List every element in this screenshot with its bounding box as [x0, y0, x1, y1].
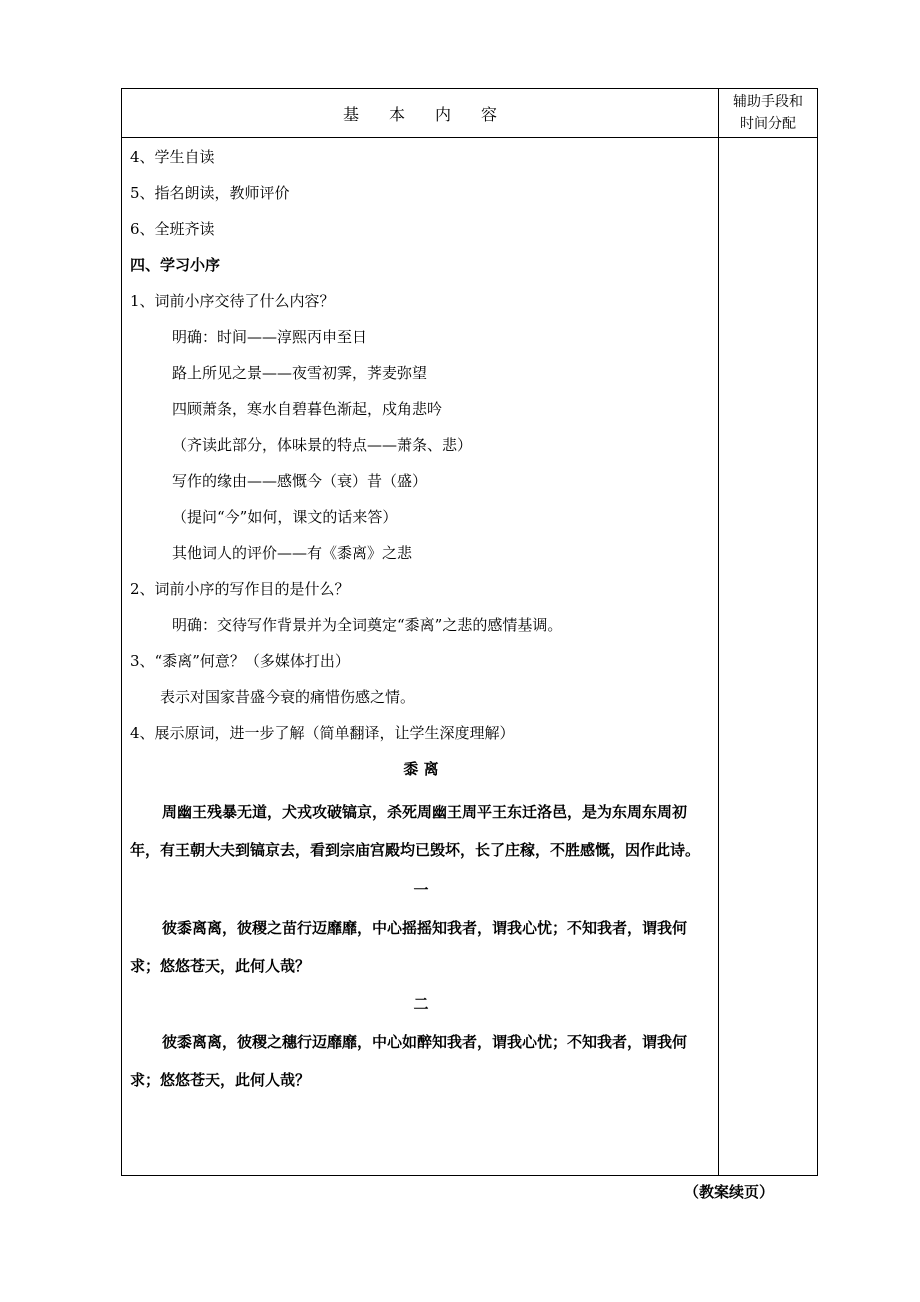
column-divider	[718, 89, 719, 1175]
header-aux-line1: 辅助手段和	[733, 94, 803, 110]
answer-line: （提问“今”如何，课文的话来答）	[172, 508, 398, 526]
lesson-plan-table	[121, 88, 818, 1176]
header-aux-means	[719, 89, 817, 137]
header-aux-line2: 时间分配	[740, 116, 796, 132]
poem-stanza: 彼黍离离，彼稷之苗行迈靡靡，中心摇摇知我者，谓我心忧；不知我者，谓我何求；悠悠苍天，此何人哉？	[130, 919, 688, 975]
poem-stanza: 彼黍离离，彼稷之穗行迈靡靡，中心如醉知我者，谓我心忧；不知我者，谓我何求；悠悠苍天，此何人哉？	[130, 1033, 688, 1089]
question-line: 1、词前小序交待了什么内容？	[130, 292, 335, 310]
answer-line: （齐读此部分，体味景的特点——萧条、悲）	[172, 436, 473, 454]
answer-line: 表示对国家昔盛今衰的痛惜伤感之情。	[160, 688, 416, 706]
answer-line: 明确：时间——淳熙丙申至日	[172, 328, 368, 346]
question-line: 3、“黍离”何意？（多媒体打出）	[130, 652, 350, 670]
poem-section-label: 一	[413, 881, 429, 899]
answer-line: 其他词人的评价——有《黍离》之悲	[172, 544, 413, 562]
answer-line: 四顾萧条，寒水自碧暮色渐起，戍角悲吟	[172, 400, 443, 418]
answer-line: 路上所见之景——夜雪初霁，荠麦弥望	[172, 364, 428, 382]
step-line: 6、全班齐读	[130, 220, 215, 238]
header-divider	[122, 137, 817, 138]
header-basic-content: 基本内容	[342, 104, 527, 124]
question-line: 2、词前小序的写作目的是什么？	[130, 580, 350, 598]
step-line: 4、学生自读	[130, 148, 215, 166]
section-heading: 四、学习小序	[130, 256, 221, 274]
footer-continued-page: （教案续页）	[684, 1183, 775, 1201]
poem-title: 黍 离	[403, 760, 439, 778]
answer-line: 写作的缘由——感慨今（衰）昔（盛）	[172, 472, 428, 490]
poem-section-label: 二	[413, 995, 429, 1013]
step-line: 5、指名朗读，教师评价	[130, 184, 290, 202]
step-line: 4、展示原词，进一步了解（简单翻译，让学生深度理解）	[130, 724, 515, 742]
answer-line: 明确：交待写作背景并为全词奠定“黍离”之悲的感情基调。	[172, 616, 563, 634]
poem-intro: 周幽王残暴无道，犬戎攻破镐京，杀死周幽王周平王东迁洛邑，是为东周东周初年，有王朝大夫到镐京去，看到宗庙宫殿均已毁坏，长了庄稼，不胜感慨，因作此诗。	[130, 803, 701, 859]
content-body	[130, 145, 712, 1099]
